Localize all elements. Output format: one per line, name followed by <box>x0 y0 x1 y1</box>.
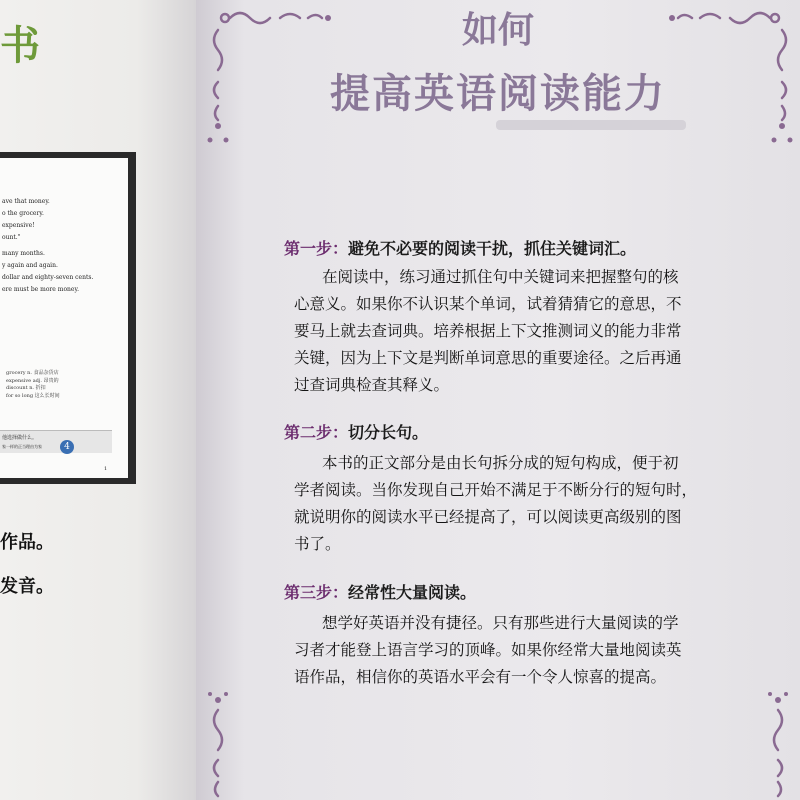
left-text-fragment: 作品。 <box>0 532 54 553</box>
left-text-fragment: 发音。 <box>0 576 54 597</box>
inset-text-line: ere must be more money. <box>2 286 79 293</box>
inset-book-image <box>0 152 136 484</box>
page-title-line-2: 提高英语阅读能力 <box>330 70 666 117</box>
inset-page-number: 1 <box>104 466 108 472</box>
inset-strip-text-2: 家一样的正当理由为家 <box>2 444 42 449</box>
step-label: 第一步： <box>284 239 349 258</box>
paragraph-line: 要马上就去查词典。培养根据上下文推测词义的能力非常 <box>294 322 682 340</box>
vocab-item: grocery n. 食品杂货店 <box>6 370 59 376</box>
inset-strip-text: 他选择做什么。 <box>2 435 38 441</box>
paragraph-line: 在阅读中，练习通过抓住句中关键词来把握整句的核 <box>322 268 679 286</box>
step-heading-text: 避免不必要的阅读干扰，抓住关键词汇。 <box>348 239 637 258</box>
paragraph-line: 习者才能登上语言学习的顶峰。如果你经常大量地阅读英 <box>294 641 682 659</box>
step-heading-3 <box>284 580 476 603</box>
left-page-title-fragment: 书 <box>0 22 40 69</box>
inset-text-line: many months. <box>2 250 45 257</box>
paragraph-line: 学者阅读。当你发现自己开始不满足于不断分行的短句时， <box>294 481 698 499</box>
inset-text-line: expensive! <box>2 222 35 229</box>
paragraph-line: 关键，因为上下文是判断单词意思的重要途径。之后再通 <box>294 349 682 367</box>
scroll-ornament-icon <box>200 690 240 800</box>
step-heading-1 <box>284 236 636 259</box>
inset-text-line: ount." <box>2 234 21 241</box>
paragraph-line: 想学好英语并没有捷径。只有那些进行大量阅读的学 <box>322 614 679 632</box>
inset-vocab-box <box>6 370 60 400</box>
right-page <box>196 0 800 800</box>
title-shadow <box>496 120 686 130</box>
step-label: 第三步： <box>284 583 349 602</box>
inset-strip <box>0 430 112 453</box>
paragraph-line: 心意义。如果你不认识某个单词，试着猜猜它的意思，不 <box>294 295 682 313</box>
step-paragraph-2 <box>294 450 734 558</box>
step-paragraph-1 <box>294 264 734 399</box>
step-heading-text: 切分长句。 <box>348 423 429 442</box>
paragraph-line: 过查词典检查其释义。 <box>294 376 450 394</box>
scroll-ornament-icon <box>760 690 800 800</box>
step-heading-2 <box>284 420 428 443</box>
inset-text-line: dollar and eighty-seven cents. <box>2 274 94 281</box>
inset-text-line: y again and again. <box>2 262 58 269</box>
paragraph-line: 本书的正文部分是由长句拆分成的短句构成，便于初 <box>322 454 679 472</box>
inset-text-line: o the grocery. <box>2 210 44 217</box>
step-paragraph-3 <box>294 610 734 691</box>
left-page <box>0 0 196 800</box>
step-label: 第二步： <box>284 423 349 442</box>
vocab-item: discount n. 折扣 <box>6 385 46 391</box>
paragraph-line: 就说明你的阅读水平已经提高了，可以阅读更高级别的图 <box>294 508 682 526</box>
inset-badge: 4 <box>60 440 74 454</box>
vocab-item: expensive adj. 昂贵的 <box>6 377 59 384</box>
paragraph-line: 语作品，相信你的英语水平会有一个令人惊喜的提高。 <box>294 668 667 686</box>
paragraph-line: 书了。 <box>294 535 341 553</box>
inset-page <box>0 158 128 478</box>
inset-text-line: ave that money. <box>2 198 50 205</box>
step-heading-text: 经常性大量阅读。 <box>348 583 477 602</box>
page-title-line-1: 如何 <box>461 9 534 51</box>
vocab-item: for so long 这么长时间 <box>6 392 60 399</box>
